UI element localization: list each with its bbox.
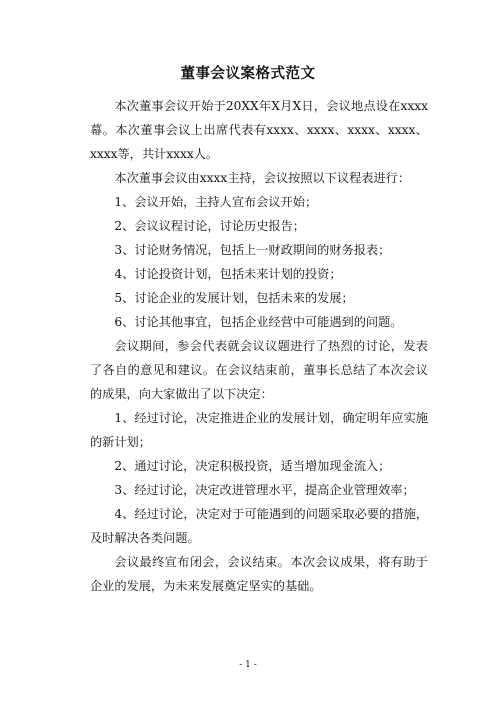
agenda-item-5: 5、讨论企业的发展计划，包括未来的发展； [114, 291, 354, 305]
paragraph-closing: 会议最终宣布闭会，会议结束。本次会议成果，将有助于企业的发展，为未来发展奠定坚实的基础。 [90, 555, 428, 593]
page-number: - 1 - [239, 660, 257, 670]
agenda-item-2: 2、会议议程讨论，讨论历史报告； [114, 219, 305, 233]
agenda-item-3: 3、讨论财务情况，包括上一财政期间的财务报表； [114, 243, 391, 257]
agenda-item-1: 1、会议开始，主持人宣布会议开始； [114, 195, 318, 209]
paragraph-opening: 本次董事会议开始于20XX年X月X日，会议地点设在xxxx幕。本次董事会议上出席代表有xxxx、xxxx、xxxx、xxxx、xxxx等，共计xxxx人。 [90, 99, 428, 161]
paragraph-discussion: 会议期间，参会代表就会议议题进行了热烈的讨论，发表了各自的意见和建议。在会议结束前，董事长总结了本次会议的成果，向大家做出了以下决定： [90, 339, 428, 401]
paragraph-agenda-intro: 本次董事会议由xxxx主持，会议按照以下议程表进行： [114, 171, 411, 185]
decision-item-2: 2、通过讨论，决定积极投资，适当增加现金流入； [114, 459, 391, 473]
page-title: 董事会议案格式范文 [180, 66, 316, 82]
agenda-item-6: 6、讨论其他事宜，包括企业经营中可能遇到的问题。 [114, 315, 403, 329]
document-body [90, 94, 428, 598]
decision-item-1: 1、经过讨论，决定推进企业的发展计划，确定明年应实施的新计划； [90, 411, 428, 449]
decision-item-3: 3、经过讨论，决定改进管理水平，提高企业管理效率； [114, 483, 415, 497]
agenda-item-4: 4、讨论投资计划，包括未来计划的投资； [114, 267, 342, 281]
decision-item-4: 4、经过讨论，决定对于可能遇到的问题采取必要的措施，及时解决各类问题。 [90, 507, 428, 545]
